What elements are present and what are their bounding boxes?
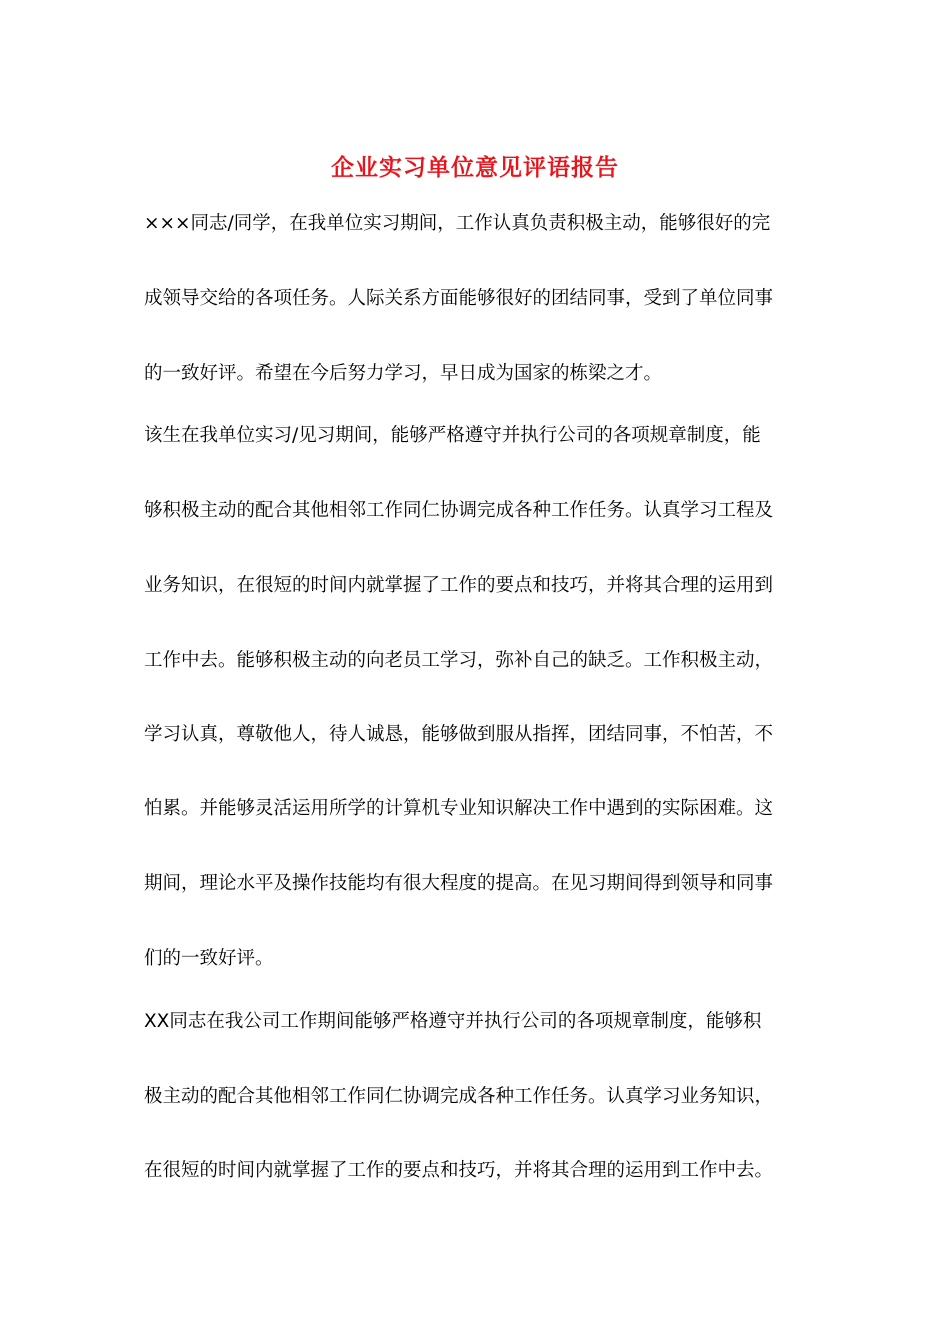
paragraph-2-line-8: 们的一致好评。 <box>144 948 274 969</box>
paragraph-1-line-3: 的一致好评。希望在今后努力学习，早日成为国家的栋梁之才。 <box>144 363 663 384</box>
paragraph-3-line-2: 极主动的配合其他相邻工作同仁协调完成各种工作任务。认真学习业务知识， <box>144 1086 774 1107</box>
paragraph-2-line-6: 怕累。并能够灵活运用所学的计算机专业知识解决工作中遇到的实际困难。这 <box>144 798 774 819</box>
paragraph-2-line-7: 期间，理论水平及操作技能均有很大程度的提高。在见习期间得到领导和同事 <box>144 873 774 894</box>
document-title: 企业实习单位意见评语报告 <box>331 154 619 181</box>
paragraph-2-line-5: 学习认真，尊敬他人，待人诚恳，能够做到服从指挥，团结同事，不怕苦，不 <box>144 724 774 745</box>
paragraph-2-line-1: 该生在我单位实习/见习期间，能够严格遵守并执行公司的各项规章制度，能 <box>144 425 761 446</box>
paragraph-3-line-1: XX同志在我公司工作期间能够严格遵守并执行公司的各项规章制度，能够积 <box>144 1011 762 1032</box>
paragraph-2-line-2: 够积极主动的配合其他相邻工作同仁协调完成各种工作任务。认真学习工程及 <box>144 500 774 521</box>
paragraph-1-line-1: ×××同志/同学，在我单位实习期间，工作认真负责积极主动，能够很好的完 <box>144 213 771 234</box>
paragraph-2-line-4: 工作中去。能够积极主动的向老员工学习，弥补自己的缺乏。工作积极主动， <box>144 650 774 671</box>
paragraph-2-line-3: 业务知识，在很短的时间内就掌握了工作的要点和技巧，并将其合理的运用到 <box>144 575 774 596</box>
paragraph-3-line-3: 在很短的时间内就掌握了工作的要点和技巧，并将其合理的运用到工作中去。 <box>144 1160 774 1181</box>
paragraph-1-line-2: 成领导交给的各项任务。人际关系方面能够很好的团结同事，受到了单位同事 <box>144 288 774 309</box>
